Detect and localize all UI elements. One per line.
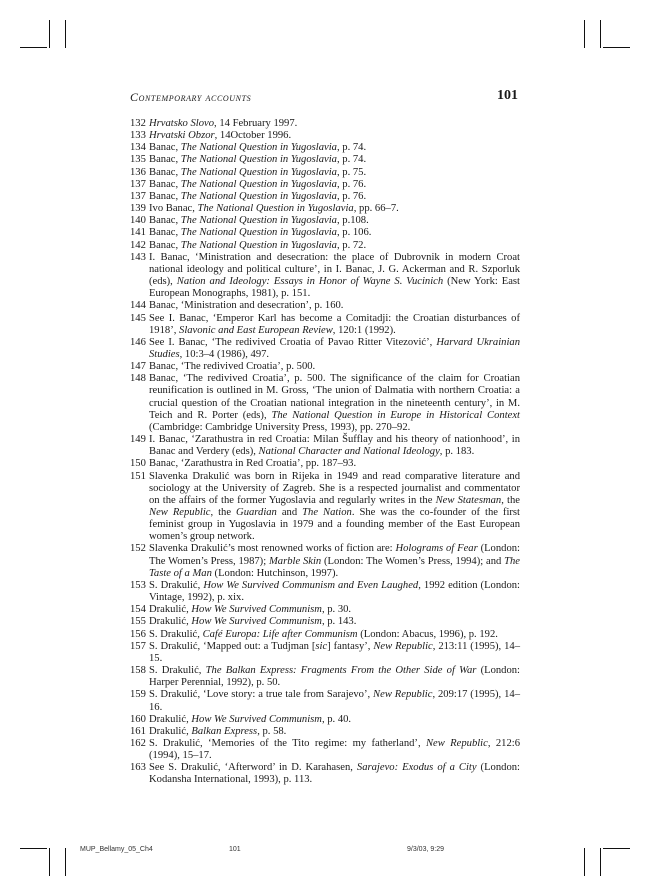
- endnote-segment: , 10:3–4 (1986), 497.: [179, 348, 270, 360]
- endnote-number: 149: [130, 434, 146, 446]
- endnote-title: Slavonic and East European Review: [179, 324, 333, 336]
- endnote-segment: , p.108.: [336, 215, 369, 227]
- endnote: [130, 665, 520, 689]
- endnote-number: 143: [130, 251, 146, 263]
- endnote-segment: , 209:17 (1995), 14–16.: [149, 689, 520, 713]
- endnote: [130, 580, 520, 604]
- endnote-segment: S. Drakulić, ‘Love story: a true tale from Sarajevo’,: [149, 689, 374, 701]
- endnote-number: 147: [130, 361, 146, 373]
- endnote-text: [149, 203, 399, 214]
- endnote-title: Guardian: [236, 507, 277, 518]
- crop-mark: [20, 47, 47, 48]
- endnote-number: 156: [130, 628, 146, 640]
- endnotes-list: [130, 118, 520, 787]
- endnote-title: How We Survived Communism: [191, 616, 322, 628]
- endnote-segment: See I. Banac, ‘The redivived Croatia of Pavao Ritter Vitezović’,: [149, 336, 437, 348]
- endnote-number: 161: [130, 725, 146, 737]
- endnote-text: [149, 154, 366, 165]
- endnote-title: The National Question in Yugoslavia: [180, 227, 337, 239]
- endnote: [130, 203, 520, 215]
- endnote-segment: Drakulić,: [149, 604, 192, 616]
- endnote-number: 159: [130, 689, 146, 701]
- endnote-text: [149, 227, 371, 238]
- endnote: [130, 471, 520, 544]
- endnote-segment: S. Drakulić,: [149, 579, 204, 591]
- endnote-title: New Republic: [425, 737, 488, 749]
- slug-page: 101: [229, 846, 241, 853]
- endnote-segment: I. Banac, ‘Ministration and desecration: the place of Dubrovnik in modern Croat national ideology and political culture’, in I. Banac, J. G. Ackerman and R. Szporluk (eds),: [149, 251, 520, 288]
- endnote-text: [149, 738, 520, 761]
- endnote-title: The National Question in Yugoslavia: [180, 154, 337, 166]
- endnote-title: New Republic: [373, 640, 433, 652]
- endnote-text: [149, 179, 366, 190]
- endnote-title: The Balkan Express: Fragments From the Other Side of War: [205, 665, 477, 677]
- endnote-title: The National Question in Yugoslavia: [180, 142, 337, 154]
- endnote-text: [149, 240, 366, 251]
- endnote-title: Café Europa: Life after Communism: [202, 628, 358, 640]
- endnote-title: Nation and Ideology: Essays in Honor of Wayne S. Vucinich: [176, 276, 444, 288]
- endnote-segment: , p. 75.: [336, 166, 367, 178]
- endnote-title: Hrvatsko Slovo: [149, 118, 215, 129]
- endnote-text: [149, 300, 343, 311]
- endnote-number: 146: [130, 336, 146, 348]
- endnote-number: 141: [130, 227, 146, 239]
- slug-datetime: 9/3/03, 9:29: [407, 846, 444, 853]
- endnote-text: [149, 726, 286, 737]
- endnote-title: The National Question in Yugoslavia: [180, 166, 337, 178]
- endnote-title: The National Question in Yugoslavia: [180, 190, 337, 202]
- endnote: [130, 227, 520, 239]
- endnote: [130, 641, 520, 665]
- endnote-segment: , p. 76.: [336, 178, 367, 190]
- endnote-number: 154: [130, 604, 146, 616]
- running-head: [130, 88, 518, 106]
- endnote: [130, 154, 520, 166]
- endnote-segment: , p. 106.: [336, 227, 372, 239]
- endnote-text: [149, 580, 520, 603]
- endnote-segment: Banac,: [149, 154, 181, 166]
- endnote-segment: , 1992 edition (London: Vintage, 1992), p. xix.: [149, 579, 520, 604]
- endnote-title: Harvard Ukrainian Studies: [149, 336, 520, 360]
- endnote-segment: Banac,: [149, 227, 181, 239]
- crop-mark: [603, 848, 630, 849]
- endnote: [130, 130, 520, 142]
- endnote-title: sic: [315, 640, 328, 652]
- endnote: [130, 300, 520, 312]
- endnote-segment: , p. 143.: [321, 616, 357, 628]
- endnote: [130, 252, 520, 301]
- endnote-text: [149, 641, 520, 664]
- endnote: [130, 616, 520, 628]
- endnote-text: [149, 543, 520, 578]
- endnote-text: [149, 313, 520, 336]
- endnote: [130, 313, 520, 337]
- endnote-segment: . She was the co-founder of the first feminist group in Yugoslavia in 1979 and a founding member of the East European women’s group network.: [149, 507, 520, 543]
- endnote-title: Marble Skin: [268, 555, 322, 567]
- crop-mark: [600, 848, 601, 876]
- endnote-segment: and: [276, 507, 303, 518]
- endnote-segment: (New York: East European Monographs, 1981), p. 151.: [149, 276, 520, 300]
- endnote-segment: , 120:1 (1992).: [332, 324, 396, 336]
- endnote-title: The Taste of a Man: [149, 555, 520, 579]
- endnote-segment: Banac,: [149, 215, 181, 227]
- endnote: [130, 167, 520, 179]
- endnote-title: New Republic: [149, 507, 211, 518]
- endnote-title: The Nation: [302, 507, 352, 518]
- endnote-title: How We Survived Communism and Even Laughed: [203, 579, 419, 591]
- endnote-text: [149, 118, 297, 129]
- endnote-segment: I. Banac, ‘Zarathustra in red Croatia: Milan Šufflay and his theory of nationhood’, in Banac and Verdery (eds),: [149, 434, 520, 458]
- endnote-text: [149, 142, 366, 153]
- endnote-number: 153: [130, 579, 146, 591]
- endnote-title: The National Question in Yugoslavia: [180, 239, 337, 251]
- endnote-number: 132: [130, 118, 146, 129]
- endnote-number: 157: [130, 640, 146, 652]
- endnote-number: 142: [130, 239, 146, 251]
- endnote: [130, 629, 520, 641]
- endnote-text: [149, 604, 351, 615]
- endnote-title: The National Question in Yugoslavia: [180, 215, 337, 227]
- crop-mark: [65, 20, 66, 48]
- endnote-title: Hrvatski Obzor: [149, 130, 215, 142]
- endnote: [130, 215, 520, 227]
- endnote: [130, 434, 520, 458]
- crop-mark: [20, 848, 47, 849]
- endnote-segment: Ivo Banac,: [149, 203, 198, 215]
- endnote: [130, 714, 520, 726]
- endnote-number: 150: [130, 458, 146, 470]
- endnote-segment: , 14October 1996.: [214, 130, 292, 142]
- endnote-text: [149, 689, 520, 712]
- endnote-segment: , p. 76.: [336, 190, 367, 202]
- endnote: [130, 142, 520, 154]
- page-number: 101: [497, 88, 518, 103]
- endnote-segment: (London: Harper Perennial, 1992), p. 50.: [149, 665, 520, 689]
- endnote-segment: Banac,: [149, 166, 181, 178]
- endnote-segment: , p. 74.: [336, 142, 367, 154]
- endnote-number: 163: [130, 762, 146, 774]
- endnote-title: The National Question in Europe in Historical Context: [271, 409, 520, 421]
- crop-mark: [600, 20, 601, 48]
- endnote-segment: See S. Drakulić, ‘Afterword’ in D. Karahasen,: [149, 762, 357, 774]
- endnote: [130, 361, 520, 373]
- crop-mark: [584, 848, 585, 876]
- endnote-segment: Banac, ‘Ministration and desecration’, p. 160.: [149, 300, 344, 312]
- endnote-segment: S. Drakulić, ‘Mapped out: a Tudjman [: [149, 640, 316, 652]
- endnote-segment: Slavenka Drakulić was born in Rijeka in 1949 and read comparative literature and sociology at the University of Zagreb. She is a respected journalist and commentator on the affairs of the former Yugoslavia and regularly writes in the: [149, 470, 520, 506]
- endnote-segment: Drakulić,: [149, 713, 192, 725]
- endnote-number: 145: [130, 312, 146, 324]
- endnote-segment: Banac,: [149, 190, 181, 202]
- endnote-segment: Drakulić,: [149, 616, 192, 628]
- endnote: [130, 191, 520, 203]
- endnote-segment: See I. Banac, ‘Emperor Karl has become a Comitadji: the Croatian disturbances of 1918’,: [149, 312, 520, 336]
- endnote-segment: (London: Kodansha International, 1993), p. 113.: [149, 762, 520, 786]
- endnote-segment: , p. 30.: [321, 604, 352, 616]
- endnote-text: [149, 191, 366, 202]
- endnote-segment: (London: The Women’s Press, 1994); and: [321, 555, 505, 567]
- endnote-number: 133: [130, 130, 146, 142]
- endnote-text: [149, 252, 520, 299]
- endnote-number: 151: [130, 470, 146, 482]
- endnote: [130, 738, 520, 762]
- endnote-segment: (Cambridge: Cambridge University Press, 1993), pp. 270–92.: [149, 421, 411, 433]
- endnote-segment: , p. 72.: [336, 239, 367, 251]
- endnote-number: 135: [130, 154, 146, 166]
- endnote-segment: , the: [210, 507, 237, 518]
- endnote-title: New Republic: [373, 689, 433, 701]
- endnote-text: [149, 167, 366, 178]
- endnote-segment: Banac,: [149, 239, 181, 251]
- endnote: [130, 337, 520, 361]
- slug-file: MUP_Bellamy_05_Ch4: [80, 846, 153, 853]
- endnote-segment: S. Drakulić, ‘Memories of the Tito regime: my fatherland’,: [149, 737, 426, 749]
- endnote-text: [149, 458, 356, 469]
- endnote-number: 162: [130, 737, 146, 749]
- endnote-text: [149, 616, 356, 627]
- endnote-title: The National Question in Yugoslavia: [197, 203, 354, 215]
- endnote-title: How We Survived Communism: [191, 713, 322, 725]
- endnote-text: [149, 714, 351, 725]
- endnote-text: [149, 762, 520, 785]
- endnote: [130, 458, 520, 470]
- endnote-text: [149, 215, 369, 226]
- endnote-segment: , p. 183.: [439, 446, 475, 458]
- endnote-segment: (London: Abacus, 1996), p. 192.: [357, 628, 498, 640]
- endnote-text: [149, 629, 498, 640]
- running-head-title: Contemporary accounts: [130, 90, 252, 104]
- endnote-segment: , the: [501, 494, 520, 506]
- endnote-title: Sarajevo: Exodus of a City: [356, 762, 477, 774]
- endnote: [130, 726, 520, 738]
- endnote-title: Balkan Express: [191, 725, 258, 737]
- endnote-number: 137: [130, 178, 146, 190]
- crop-mark: [49, 848, 50, 876]
- endnote-title: National Character and National Ideology: [258, 446, 440, 458]
- endnote-segment: , pp. 66–7.: [353, 203, 399, 215]
- endnote: [130, 604, 520, 616]
- endnote-text: [149, 373, 520, 433]
- endnote-segment: Slavenka Drakulić’s most renowned works of fiction are:: [149, 543, 396, 555]
- crop-mark: [65, 848, 66, 876]
- endnote-number: 137: [130, 190, 146, 202]
- endnote-segment: Banac, ‘The redivived Croatia’, p. 500.: [149, 361, 316, 373]
- endnote-text: [149, 665, 520, 688]
- endnote: [130, 373, 520, 434]
- endnote: [130, 179, 520, 191]
- endnote-title: New Statesman: [435, 494, 502, 506]
- endnote-segment: , 213:11 (1995), 14–15.: [149, 640, 520, 664]
- crop-mark: [49, 20, 50, 48]
- endnote: [130, 543, 520, 579]
- endnote: [130, 762, 520, 786]
- endnote-number: 134: [130, 142, 146, 154]
- endnote-text: [149, 130, 291, 141]
- endnote-number: 155: [130, 616, 146, 628]
- endnote-segment: Banac, ‘Zarathustra in Red Croatia’, pp. 187–93.: [149, 458, 357, 470]
- endnote-segment: S. Drakulić,: [149, 665, 206, 677]
- endnote-number: 152: [130, 543, 146, 555]
- endnote-number: 139: [130, 203, 146, 215]
- endnote-number: 160: [130, 713, 146, 725]
- endnote-segment: ] fantasy’,: [327, 640, 374, 652]
- endnote: [130, 689, 520, 713]
- endnote-title: The National Question in Yugoslavia: [180, 178, 337, 190]
- endnote: [130, 240, 520, 252]
- endnote-number: 158: [130, 665, 146, 677]
- endnote-segment: Drakulić,: [149, 725, 192, 737]
- endnote-title: How We Survived Communism: [191, 604, 322, 616]
- endnote-title: Holograms of Fear: [395, 543, 478, 555]
- endnote-segment: , 14 February 1997.: [214, 118, 298, 129]
- endnote-number: 144: [130, 300, 146, 312]
- endnote-segment: S. Drakulić,: [149, 628, 203, 640]
- endnote-segment: , p. 40.: [321, 713, 352, 725]
- endnote-number: 148: [130, 373, 146, 385]
- endnote-segment: , p. 58.: [257, 725, 287, 737]
- endnote: [130, 118, 520, 130]
- endnote-text: [149, 361, 315, 372]
- endnote-number: 136: [130, 166, 146, 178]
- endnote-segment: Banac,: [149, 142, 181, 154]
- endnote-segment: , p. 74.: [336, 154, 367, 166]
- endnote-segment: , 212:6 (1994), 15–17.: [149, 737, 520, 762]
- endnote-segment: (London: Hutchinson, 1997).: [211, 567, 339, 579]
- endnote-segment: Banac,: [149, 178, 181, 190]
- endnote-text: [149, 337, 520, 360]
- endnote-segment: Banac, ‘The redivived Croatia’, p. 500. The significance of the claim for Croatian reunification is outlined in M. Gross, ‘The union of Dalmatia with northern Croatia: a crucial question of the Croatian national integration in the nineteenth century’, in M. Teich and R. Porter (eds),: [149, 373, 520, 421]
- endnote-segment: (London: The Women’s Press, 1987);: [149, 543, 520, 567]
- endnote-number: 140: [130, 215, 146, 227]
- endnote-text: [149, 471, 520, 543]
- crop-mark: [603, 47, 630, 48]
- endnote-text: [149, 434, 520, 457]
- crop-mark: [584, 20, 585, 48]
